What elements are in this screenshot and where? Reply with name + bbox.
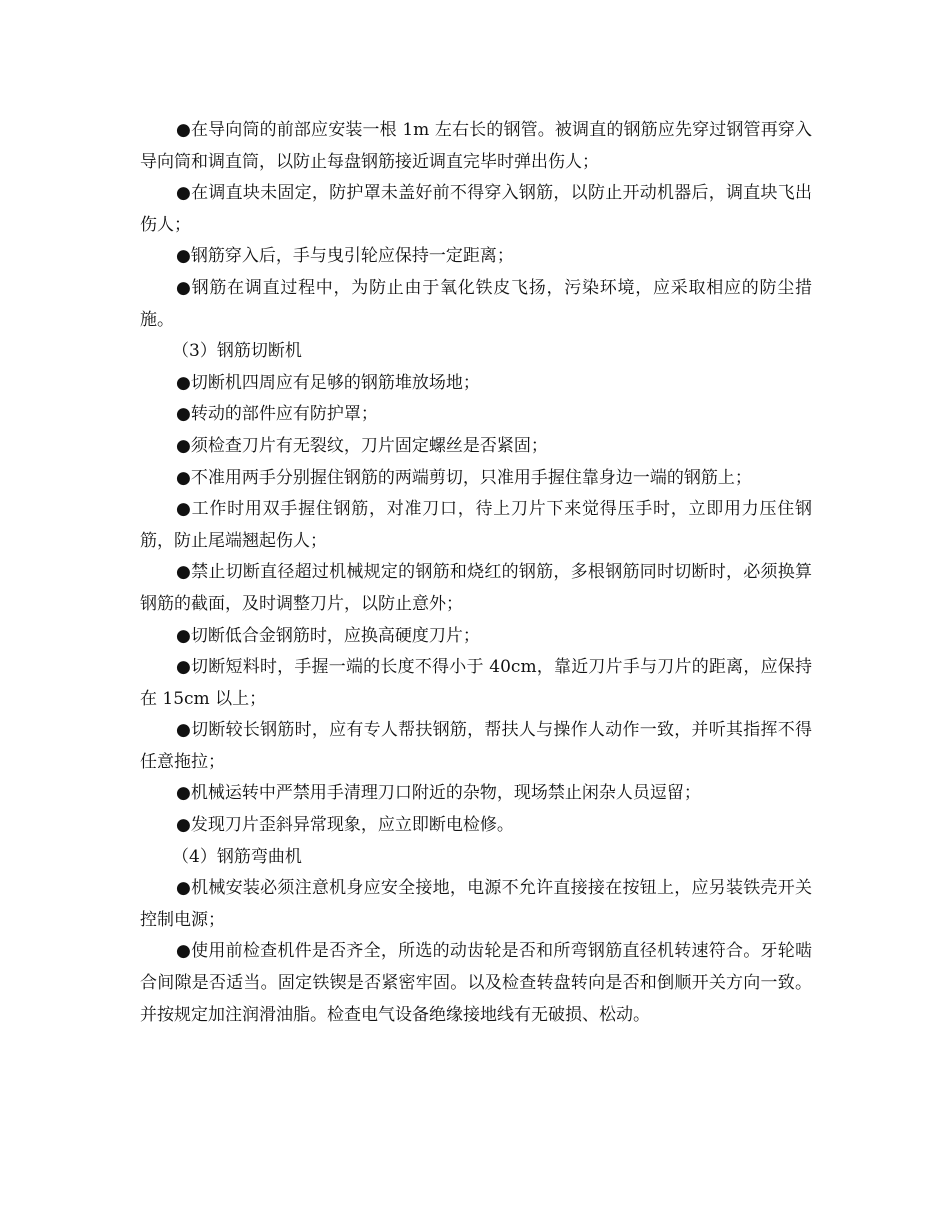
section-heading-cutting-machine: （3）钢筋切断机	[172, 341, 302, 362]
paragraph-no-hand-cleaning: ●机械运转中严禁用手清理刀口附近的杂物，现场禁止闲杂人员逗留；	[176, 783, 701, 804]
paragraph-diameter-limit: ●禁止切断直径超过机械规定的钢筋和烧红的钢筋，多根钢筋同时切断时，必须换算钢筋的截面，及时调整刀片，以防止意外；	[140, 562, 812, 614]
paragraph-guard-cover: ●转动的部件应有防护罩；	[176, 404, 378, 425]
paragraph-long-bars: ●切断较长钢筋时，应有专人帮扶钢筋，帮扶人与操作人动作一致，并听其指挥不得任意拖拉；	[140, 720, 812, 772]
paragraph-grounding: ●机械安装必须注意机身应安全接地，电源不允许直接接在按钮上，应另装铁壳开关控制电源；	[140, 878, 812, 930]
paragraph-pre-use-check: ●使用前检查机件是否齐全，所选的动齿轮是否和所弯钢筋直径机转速符合。牙轮啮合间隙是否适当。固定铁锲是否紧密牢固。以及检查转盘转向是否和倒顺开关方向一致。并按规定加注润滑油脂。检查电气设备绝缘接地线有无破损、松动。	[140, 941, 812, 1025]
section-heading-bending-machine: （4）钢筋弯曲机	[172, 846, 302, 867]
paragraph-blade-check: ●须检查刀片有无裂纹，刀片固定螺丝是否紧固；	[176, 435, 548, 456]
document-body	[140, 115, 812, 1031]
paragraph-hand-distance: ●钢筋穿入后，手与曳引轮应保持一定距离；	[176, 246, 514, 267]
paragraph-no-two-hands: ●不准用两手分别握住钢筋的两端剪切，只准用手握住靠身边一端的钢筋上；	[176, 467, 752, 488]
paragraph-dust-measures: ●钢筋在调直过程中，为防止由于氧化铁皮飞扬，污染环境，应采取相应的防尘措施。	[140, 277, 812, 330]
paragraph-alloy-blade: ●切断低合金钢筋时，应换高硬度刀片；	[176, 625, 480, 646]
paragraph-both-hands-work: ●工作时用双手握住钢筋，对准刀口，待上刀片下来觉得压手时，立即用力压住钢筋，防止尾端翘起伤人；	[140, 499, 812, 551]
paragraph-storage-space: ●切断机四周应有足够的钢筋堆放场地；	[176, 372, 480, 393]
paragraph-straightening-block: ●在调直块未固定，防护罩未盖好前不得穿入钢筋，以防止开动机器后，调直块飞出伤人；	[140, 183, 812, 235]
paragraph-guide-tube-pipe: ●在导向筒的前部应安装一根 1m 左右长的钢管。被调直的钢筋应先穿过钢管再穿入导向筒和调直筒，以防止每盘钢筋接近调直完毕时弹出伤人；	[140, 120, 812, 172]
paragraph-short-pieces: ●切断短料时，手握一端的长度不得小于 40cm，靠近刀片手与刀片的距离，应保持在 15cm 以上；	[140, 657, 812, 709]
paragraph-blade-skew: ●发现刀片歪斜异常现象，应立即断电检修。	[176, 815, 514, 836]
